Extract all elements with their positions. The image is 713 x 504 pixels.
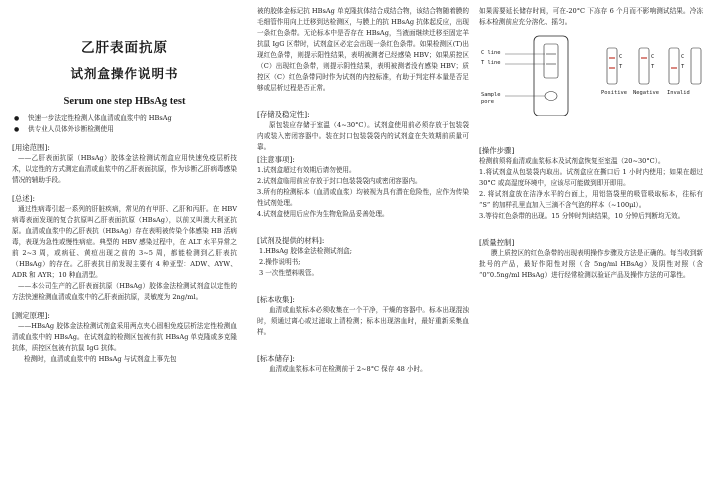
letter-c: C xyxy=(619,54,623,60)
step-item: 2. 将试剂盒放在洁净水平的台面上，用铝箔袋里的吸管吸取标本，往标有 “S” 的加样孔里直加入三滴不含气泡的样本（~100μl）。 xyxy=(479,190,703,209)
principle-text-2: 检测时，血清或血浆中的 HBsAg 与试剂盒上事先包 xyxy=(24,355,177,363)
title-english: Serum one step HBsAg test xyxy=(63,96,186,107)
material-item: 2.操作说明书; xyxy=(259,258,301,266)
letter-t: T xyxy=(681,64,685,70)
principle-continued-text: 被的胶体金标记抗 HBsAg 单克隆抗体结合成结合物，该结合物随着膜的毛细管作用向上迁移到达检测区，与膜上的抗 HBsAg 抗体起反应，出现一条红色条带。无论标本中是否存在 HBsAg，当液面继续迁移至固定羊抗鼠 IgG 区带时，试剂盒区必定会出现一条红色条带。如果检测区(T)出现红色条带，则提示阳性结果，表明被测者已经感染 HBV；如果质控区（C）出现红色条带，则提示阴性结果，表明被测者没有感染 HBV；质控区（C）红色条带同时作为试剂的内控标准，有助于判定样本量是否足够或层析过程是否正常。 xyxy=(257,7,469,92)
letter-c: C xyxy=(651,54,655,60)
title-sub: 试剂盒操作说明书 xyxy=(70,66,179,81)
section-heading-collection: [标本收集]: xyxy=(257,295,295,304)
title-main: 乙肝表面抗原 xyxy=(81,40,168,56)
sample-storage-continued-text: 如果需要延长储存时间，可在-20°C 下冻存 6 个月而不影响测试结果。冷冻标本检测前应充分溶化、摇匀。 xyxy=(479,7,703,26)
sample-storage-text: 血清或血浆标本可在检测前于 2~8°C 保存 48 小时。 xyxy=(269,365,427,373)
column-3 xyxy=(475,0,713,504)
section-heading-notes: [注意事项]: xyxy=(257,155,295,164)
storage-text: 原包装应存储于室温（4~30°C）。试剂盒使用前必须存放于包装袋内或装入密闭容器中。装在封口包装袋袋内的试剂盒在失效期前质量可靠。 xyxy=(257,121,469,151)
note-item: 2.试剂盒临用前应存放于封口包装袋袋内或密闭容器内。 xyxy=(257,177,422,185)
collection-text: 血清或血浆标本必须收集在一个干净，干燥的容器中。标本出现混浊时，须通过离心或过滤取上清检测；标本出现溶血时，最好重新采集血样。 xyxy=(257,306,469,336)
section-heading-storage: [存储及稳定性]: xyxy=(257,110,310,119)
material-item: 1.HBsAg 胶体金法检测试剂盒; xyxy=(259,247,352,255)
bullet-item: ● 供专业人员体外诊断检测使用 xyxy=(12,124,237,135)
column-1 xyxy=(0,0,243,504)
section-heading-summary: [总述]: xyxy=(12,194,36,203)
result-label-invalid: Invalid xyxy=(667,90,690,96)
note-item: 1.试剂盒超过有效期后请勿使用。 xyxy=(257,166,356,174)
material-item: 3 一次性塑料吸管。 xyxy=(259,269,319,277)
t-line-label: T line xyxy=(481,60,501,66)
step-item: 1.将试剂盒从包装袋内取出。试剂盒应在撕口后 1 小时内使用；如果在超过 30°C 或高湿度环境中，应该尽可能做到即开即用。 xyxy=(479,168,703,187)
section-heading-materials: [试剂及提供的材料]: xyxy=(257,236,325,245)
steps-intro: 检测前须将血清或血浆标本及试剂盒恢复至室温（20~30°C）。 xyxy=(479,157,665,165)
c-line-label: C line xyxy=(481,50,501,56)
cassette-illustration xyxy=(479,34,703,116)
summary-text: 通过性病毒引起一系列的肝脏疾病，常见的有甲肝、乙肝和丙肝。在 HBV 病毒表面发现的复合抗原叫乙肝表面抗原（HBsAg），以前又叫澳大利亚抗原。血清或血浆中的乙肝表抗（HBsAg）存在表明被传染个体感染 HB 活病毒，表现为急性或慢性病症。典型的 HBV 感染过程中，在 ALT 水平异常之前 2~3 周，或病征、黄疸出现之前的 3~5 周，都能检测到乙肝表抗（HBsAg）的存在。乙肝表抗目前发现主要有 4 种亚型：ADW、AYW、ADR 和 AYR；10 种血清型。 xyxy=(12,205,237,279)
letter-t: T xyxy=(619,64,623,70)
note-item: 4.试剂盒使用后应作为生物危险品妥善处理。 xyxy=(257,210,389,218)
bullet-item: ● 快速一步法定性检测人体血清或血浆中的 HBsAg xyxy=(12,113,237,124)
column-2 xyxy=(243,0,475,504)
step-item: 3.等待红色条带的出现。15 分钟时判读结果，10 分钟后判断均无效。 xyxy=(479,212,685,220)
note-item: 3.所有的检测标本（血清或血浆）均被视为具有潜在危险性，应作为传染性试剂处理。 xyxy=(257,188,469,207)
qc-text: 膜上质控区的红色条带的出现表明操作步骤及方法是正确的。每当收到新批号的产品，最好作阳性对照（含 5ng/ml HBsAg）及阴性对照（含 “0”0.5ng/ml HBsAg）进行经常检测以验证产品及操作方法的可靠性。 xyxy=(479,249,703,279)
letter-t: T xyxy=(651,64,655,70)
section-heading-steps: [操作步骤] xyxy=(479,146,515,155)
section-heading-scope: [用途范围]: xyxy=(12,143,50,152)
scope-text: ——乙肝表面抗原（HBsAg）胶体金法检测试剂盒应用快速免疫层析技术，以定性的方式测定血清或血浆中的乙肝表面抗原，作为诊断乙肝病毒感染情况的辅助手段。 xyxy=(12,154,237,184)
section-heading-qc: [质量控制] xyxy=(479,238,515,247)
test-cassette-diagram xyxy=(479,34,703,116)
summary-text-2: ——本公司生产的乙肝表面抗原（HBsAg）胶体金法检测试剂盒以定性的方法快速检测血清或血浆中的乙肝表面抗原，灵敏度为 2ng/ml。 xyxy=(12,282,237,301)
principle-text: ——HBsAg 胶体金法检测试剂盒采用两点夹心固相免疫层析法定性检测血清或血浆中的 HBsAg。在试剂盒的检测区包被有抗 HBsAg 单克隆或多克隆抗体，质控区包被有抗鼠 IgG 抗体。 xyxy=(12,322,237,352)
result-label-negative: Negative xyxy=(633,90,659,96)
sample-port-label: Sample pore xyxy=(481,92,501,105)
section-heading-principle: [测定原理]: xyxy=(12,311,50,320)
letter-c: C xyxy=(681,54,685,60)
section-heading-sample-storage: [标本储存]: xyxy=(257,354,295,363)
result-label-positive: Positive xyxy=(601,90,627,96)
